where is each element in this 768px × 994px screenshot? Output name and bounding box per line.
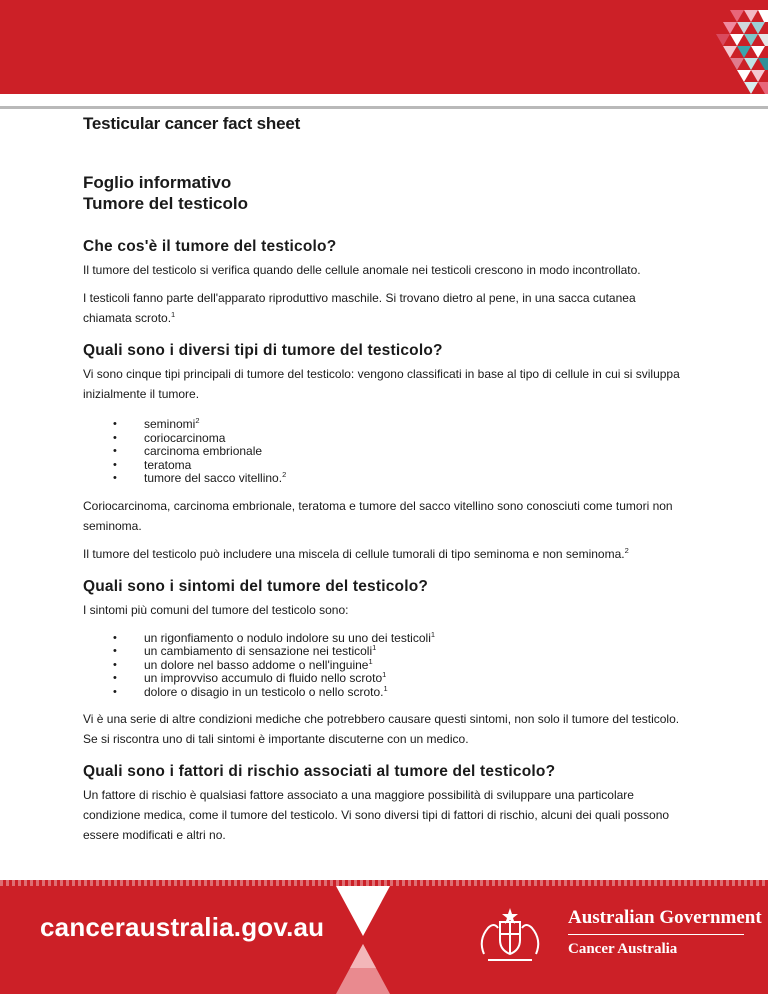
government-branding [568,907,762,958]
list-item-text: un cambiamento di sensazione nei testicoli [144,644,373,658]
reference-mark: 1 [372,643,377,652]
section-heading: Quali sono i sintomi del tumore del testicolo? [83,577,429,595]
paragraph: I sintomi più comuni del tumore del testicolo sono: [83,602,349,617]
section-heading: Che cos'è il tumore del testicolo? [83,238,337,255]
reference-mark: 2 [282,470,287,479]
list-item-text: teratoma [144,457,192,472]
paragraph: Un fattore di rischio è qualsiasi fattore associato a una maggiore possibilità di sviluppare una particolare condizione medica, come il tumore del testicolo. Vi sono diversi tipi di fattori di rischio, alcuni dei quali possono essere modificati e altri no. [83,788,670,842]
reference-mark: 2 [624,545,629,555]
reference-mark: 1 [383,683,388,693]
section-what-is [83,238,683,328]
list-item-text: un dolore nel basso addome o nell'inguine [144,657,369,672]
list-item [113,418,683,432]
reference-mark: 1 [171,310,176,319]
list-item-text: carcinoma embrionale [144,444,263,458]
paragraph [83,544,683,564]
list-item [113,672,683,686]
section-heading: Quali sono i diversi tipi di tumore del testicolo? [83,342,443,359]
symptoms-list [83,629,683,700]
reference-mark: 1 [382,670,387,679]
paragraph [83,288,683,328]
government-divider [568,934,744,935]
header-spacer [0,94,768,106]
coat-of-arms-icon [474,904,546,968]
reference-mark: 1 [430,629,436,639]
website-link[interactable]: canceraustralia.gov.au [40,912,325,942]
fact-sheet-title: Testicular cancer fact sheet [83,114,301,133]
agency-name: Cancer Australia [568,941,678,957]
list-item-text: un rigonfiamento o nodulo indolore su uno dei testicoli [144,630,431,645]
header-banner [0,0,768,94]
document-title-line2: Tumore del testicolo [83,194,248,213]
list-item [113,432,683,446]
list-item-text: dolore o disagio in un testicolo o nello scroto. [144,684,384,699]
types-list [83,418,683,486]
list-item [113,459,683,473]
paragraph: Vi è una serie di altre condizioni mediche che potrebbero causare questi sintomi, non solo il tumore del testicolo. Se si riscontra uno di tali sintomi è importante discuterne con un medico. [83,712,680,746]
list-item [113,683,683,700]
list-item [113,656,683,673]
list-item [113,445,683,459]
list-item-text: coriocarcinoma [144,430,226,445]
list-item [113,472,683,486]
reference-mark: 2 [195,416,200,425]
paragraph-text: Il tumore del testicolo può includere una miscela di cellule tumorali di tipo seminoma e non seminoma. [83,546,625,561]
main-content [83,114,683,859]
section-risk-factors [83,763,683,845]
paragraph: Coriocarcinoma, carcinoma embrionale, teratoma e tumore del sacco vitellino sono conosciuti come tumori non seminoma. [83,498,673,533]
triangle-pattern-icon [710,0,768,94]
section-heading: Quali sono i fattori di rischio associati al tumore del testicolo? [83,763,556,780]
list-item [113,629,683,646]
document-title [83,172,683,214]
hourglass-icon [336,886,390,994]
document-title-line1: Foglio informativo [83,173,232,192]
list-item-text: seminomi [144,417,196,431]
government-name: Australian Government [568,907,762,928]
header-divider [0,106,768,109]
section-types [83,342,683,564]
list-item-text: tumore del sacco vitellino. [144,471,283,485]
reference-mark: 1 [368,656,373,666]
paragraph: Il tumore del testicolo si verifica quando delle cellule anomale nei testicoli crescono in modo incontrollato. [83,263,641,277]
list-item [113,645,683,659]
paragraph: Vi sono cinque tipi principali di tumore del testicolo: vengono classificati in base al tipo di cellule in cui si sviluppa inizialmente il tumore. [83,367,680,401]
list-item-text: un improvviso accumulo di fluido nello scroto [144,671,383,685]
paragraph-text: I testicoli fanno parte dell'apparato riproduttivo maschile. Si trovano dietro al pene, in una sacca cutanea chiamata scroto. [83,291,636,325]
section-symptoms [83,578,683,750]
footer-banner [0,880,768,994]
